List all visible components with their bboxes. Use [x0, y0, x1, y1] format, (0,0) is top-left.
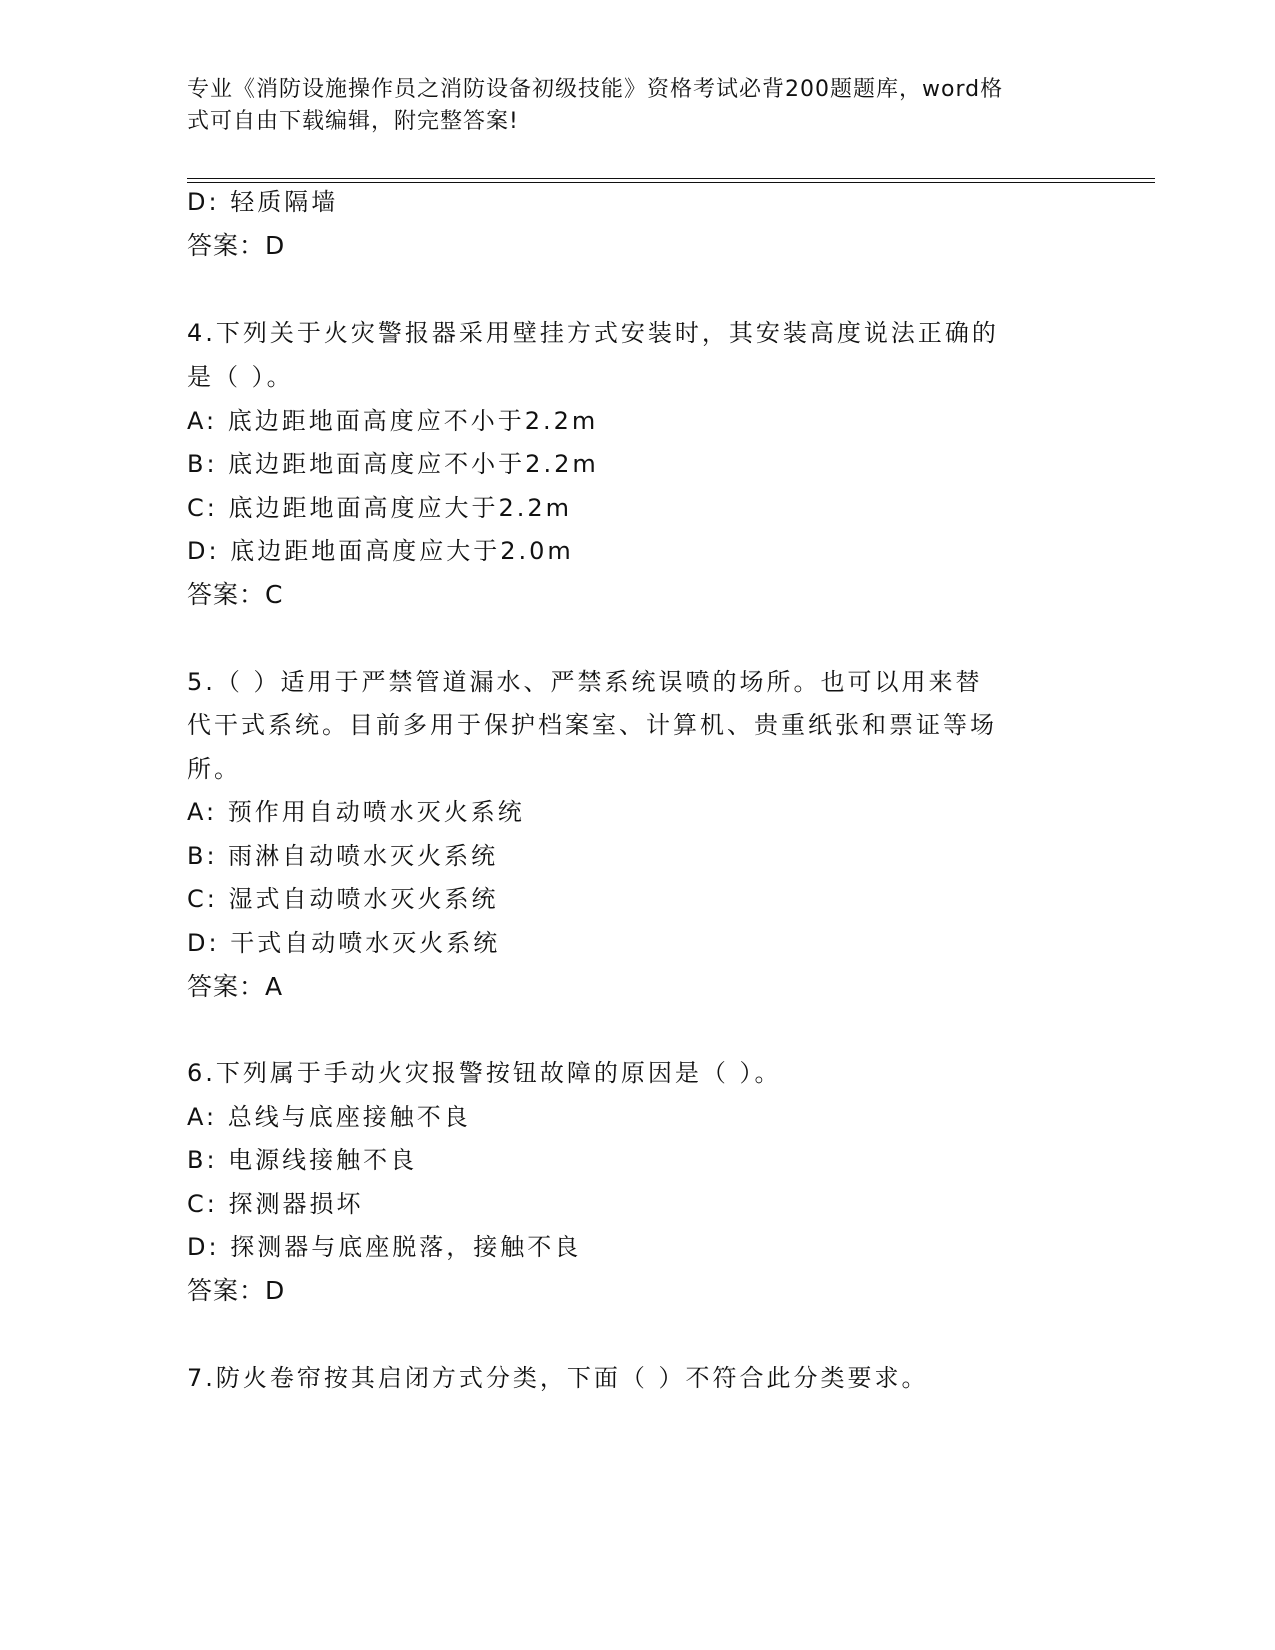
q6-answer: 答案：D: [187, 1276, 286, 1305]
q4-option-b: B: 底边距地面高度应不小于2.2m: [187, 450, 599, 478]
q4-option-a: A: 底边距地面高度应不小于2.2m: [187, 407, 599, 435]
header-rule-top: [187, 178, 1155, 179]
q6-option-b: B: 电源线接触不良: [187, 1146, 418, 1174]
q5-option-c: C: 湿式自动喷水灭火系统: [187, 885, 499, 913]
q5-answer: 答案：A: [187, 972, 284, 1001]
q6-option-c: C: 探测器损坏: [187, 1190, 364, 1218]
q3-option-d: D: 轻质隔墙: [187, 188, 339, 216]
q6-option-a: A: 总线与底座接触不良: [187, 1103, 471, 1131]
q5-option-b: B: 雨淋自动喷水灭火系统: [187, 842, 499, 870]
q5-stem-line-1: 5.（ ）适用于严禁管道漏水、严禁系统误喷的场所。也可以用来替: [187, 668, 983, 696]
q6-stem-line-1: 6.下列属于手动火灾报警按钮故障的原因是（ ）。: [187, 1059, 782, 1087]
q5-stem-line-3: 所。: [187, 755, 241, 783]
q5-stem-line-2: 代干式系统。目前多用于保护档案室、计算机、贵重纸张和票证等场: [187, 711, 997, 739]
document-header: [187, 74, 1067, 138]
q4-option-c: C: 底边距地面高度应大于2.2m: [187, 494, 573, 522]
header-rule-bottom: [187, 182, 1155, 183]
header-title-line-1: 专业《消防设施操作员之消防设备初级技能》资格考试必背200题题库，word格: [187, 77, 1004, 102]
q6-option-d: D: 探测器与底座脱落，接触不良: [187, 1233, 582, 1261]
header-title-line-2: 式可自由下载编辑，附完整答案!: [187, 109, 519, 134]
q5-option-a: A: 预作用自动喷水灭火系统: [187, 798, 525, 826]
q4-answer: 答案：C: [187, 580, 284, 609]
q4-stem-line-2: 是（ ）。: [187, 363, 294, 391]
q4-option-d: D: 底边距地面高度应大于2.0m: [187, 537, 574, 565]
q4-stem-line-1: 4.下列关于火灾警报器采用壁挂方式安装时，其安装高度说法正确的: [187, 319, 999, 347]
q7-stem-line-1: 7.防火卷帘按其启闭方式分类，下面（ ）不符合此分类要求。: [187, 1364, 929, 1392]
q3-answer: 答案：D: [187, 231, 286, 260]
q5-option-d: D: 干式自动喷水灭火系统: [187, 929, 501, 957]
